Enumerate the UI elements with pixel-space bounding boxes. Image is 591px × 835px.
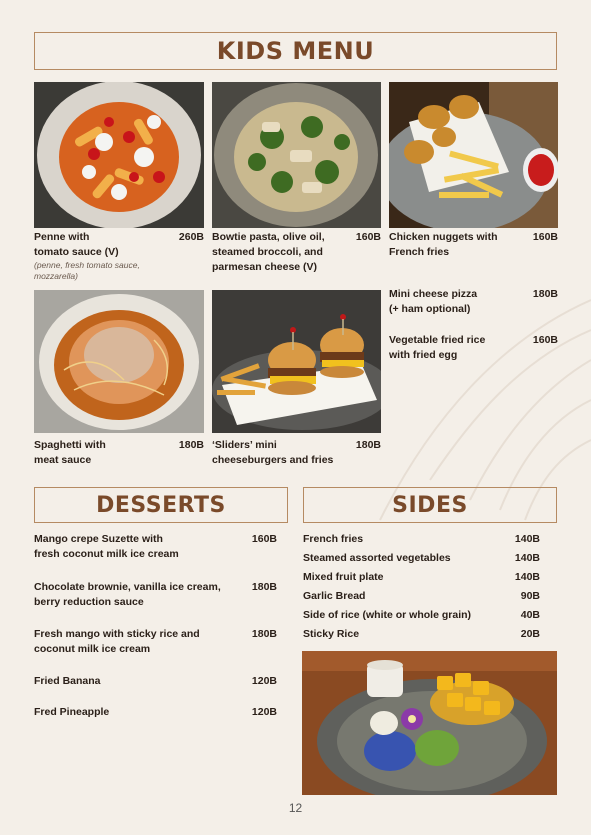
page-number: 12 — [288, 801, 303, 815]
item-price: 140B — [514, 533, 540, 545]
item-price: 180B — [355, 439, 381, 451]
item-description: mozzarella) — [34, 271, 78, 281]
item-price: 140B — [514, 552, 540, 564]
item-name: Fried Banana — [34, 675, 101, 687]
item-price: 90B — [520, 590, 540, 602]
penne-photo — [34, 82, 204, 228]
side-item — [303, 589, 540, 605]
item-name: tomato sauce (V) — [34, 246, 119, 258]
sliders-photo — [212, 290, 381, 433]
item-price: 160B — [532, 231, 558, 243]
item-price: 160B — [251, 533, 277, 545]
item-name: coconut milk ice cream — [34, 643, 151, 655]
chicken-nuggets-photo — [389, 82, 558, 228]
bowtie-pasta-photo — [212, 82, 381, 228]
menu-item-mini-pizza — [389, 287, 558, 319]
dessert-item — [34, 627, 277, 659]
dessert-item — [34, 580, 277, 612]
item-name: Penne with — [34, 231, 90, 243]
item-price: 20B — [520, 628, 540, 640]
side-item — [303, 532, 540, 548]
side-item — [303, 570, 540, 586]
dessert-item — [34, 674, 277, 690]
item-price: 160B — [532, 334, 558, 346]
item-name: Steamed assorted vegetables — [303, 552, 451, 564]
item-price: 260B — [178, 231, 204, 243]
item-name: cheeseburgers and fries — [212, 454, 334, 466]
item-name: ‘Sliders’ mini — [212, 439, 277, 451]
item-price: 180B — [251, 628, 277, 640]
item-price: 180B — [251, 581, 277, 593]
desserts-title: DESSERTS — [34, 487, 288, 523]
sides-title: SIDES — [303, 487, 557, 523]
item-description: (penne, fresh tomato sauce, — [34, 260, 140, 270]
item-name: parmesan cheese (V) — [212, 261, 318, 273]
item-name: steamed broccoli, and — [212, 246, 323, 258]
menu-item-spaghetti — [34, 438, 204, 470]
kids-menu-title: KIDS MENU — [34, 32, 557, 70]
item-name: Mixed fruit plate — [303, 571, 384, 583]
dessert-item — [34, 705, 277, 721]
item-name: Vegetable fried rice — [389, 334, 486, 346]
menu-item-sliders — [212, 438, 381, 470]
item-name: Chocolate brownie, vanilla ice cream, — [34, 581, 221, 593]
item-name: Garlic Bread — [303, 590, 366, 602]
item-price: 40B — [520, 609, 540, 621]
side-item — [303, 608, 540, 624]
item-name: Bowtie pasta, olive oil, — [212, 231, 325, 243]
menu-item-chicken-nuggets — [389, 230, 558, 262]
item-name: with fried egg — [389, 349, 458, 361]
item-name: Chicken nuggets with — [389, 231, 498, 243]
item-name: Side of rice (white or whole grain) — [303, 609, 472, 621]
item-name: French fries — [303, 533, 364, 545]
menu-item-penne — [34, 230, 204, 288]
item-name: Fresh mango with sticky rice and — [34, 628, 200, 640]
item-price: 180B — [178, 439, 204, 451]
side-item — [303, 551, 540, 567]
item-price: 140B — [514, 571, 540, 583]
spaghetti-photo — [34, 290, 204, 433]
item-price: 120B — [251, 675, 277, 687]
item-name: berry reduction sauce — [34, 596, 144, 608]
item-name: French fries — [389, 246, 450, 258]
item-name: Fred Pineapple — [34, 706, 110, 718]
item-price: 180B — [532, 288, 558, 300]
dessert-item — [34, 532, 277, 564]
item-name: meat sauce — [34, 454, 92, 466]
menu-item-fried-rice — [389, 333, 558, 365]
mango-sticky-rice-photo — [302, 651, 557, 795]
item-name: fresh coconut milk ice cream — [34, 548, 179, 560]
menu-item-bowtie-pasta — [212, 230, 381, 278]
item-name: Mini cheese pizza — [389, 288, 478, 300]
item-price: 120B — [251, 706, 277, 718]
item-name: Mango crepe Suzette with — [34, 533, 163, 545]
item-price: 160B — [355, 231, 381, 243]
item-name: (+ ham optional) — [389, 303, 471, 315]
item-name: Sticky Rice — [303, 628, 360, 640]
side-item — [303, 627, 540, 643]
item-name: Spaghetti with — [34, 439, 106, 451]
